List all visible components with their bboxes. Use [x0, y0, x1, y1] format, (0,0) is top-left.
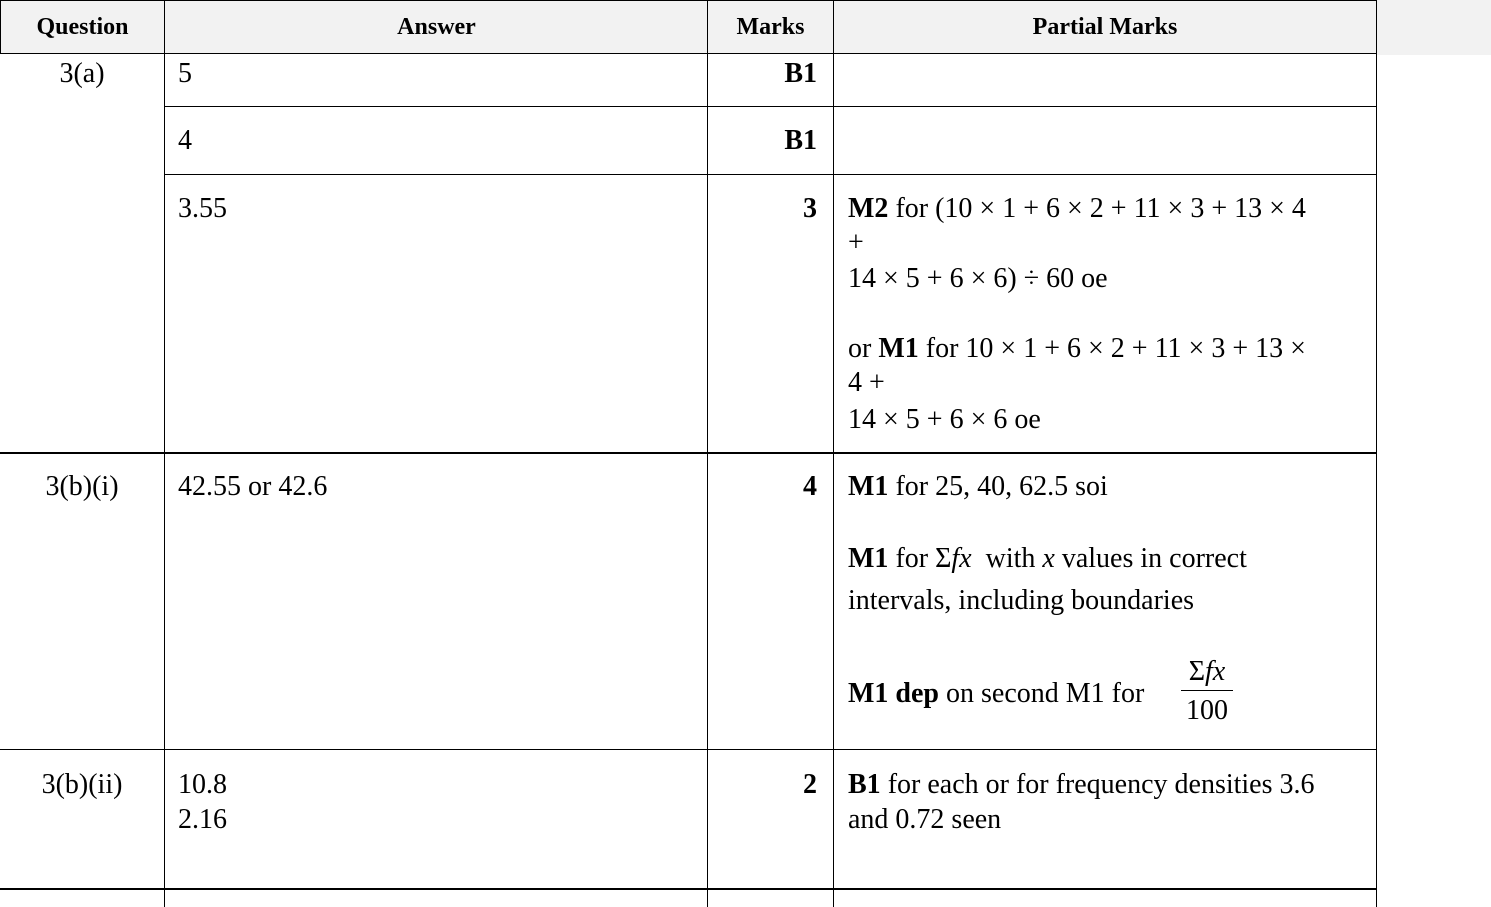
header-question: Question	[0, 0, 165, 54]
partial-mark-line	[848, 331, 1306, 366]
header-background-strip	[1376, 0, 1491, 55]
marks-value: 2	[803, 769, 817, 800]
mark-code: M1 dep	[848, 678, 939, 709]
marks-value: 4	[803, 471, 817, 502]
sigma-symbol: Σ	[935, 543, 952, 574]
fraction-numerator	[1181, 656, 1233, 688]
partial-mark-line: +	[848, 227, 864, 258]
mark-code: M1	[848, 471, 889, 502]
grid-line	[1376, 54, 1377, 907]
fraction-denominator: 100	[1186, 695, 1228, 726]
mark-text: with	[971, 543, 1043, 574]
math-variable: fx	[1205, 656, 1226, 687]
marks-value: B1	[784, 58, 817, 89]
answer-value: 4	[178, 125, 192, 156]
row-divider	[0, 749, 1377, 750]
marks-value: 3	[803, 193, 817, 224]
answer-value: 42.55 or 42.6	[178, 471, 328, 502]
fraction-bar	[1181, 690, 1233, 691]
mark-text: on second M1 for	[939, 678, 1145, 709]
partial-mark-line	[848, 767, 1315, 802]
math-variable: fx	[951, 543, 972, 574]
header-answer: Answer	[164, 0, 709, 54]
row-divider	[0, 452, 1377, 454]
mark-code: M1	[848, 543, 889, 574]
partial-mark-line	[848, 191, 1306, 226]
mark-text: values in correct	[1054, 543, 1247, 574]
question-label: 3(b)(i)	[45, 471, 119, 502]
answer-value: 10.8	[178, 769, 227, 800]
sigma-symbol: Σ	[1188, 656, 1206, 687]
answer-value: 2.16	[178, 804, 227, 835]
partial-mark-line: and 0.72 seen	[848, 804, 1002, 835]
grid-line	[164, 106, 1377, 107]
partial-mark-line: 4 +	[848, 367, 885, 398]
answer-value: 5	[178, 58, 192, 89]
partial-mark-line	[848, 541, 1247, 576]
marks-value: B1	[784, 125, 817, 156]
question-label: 3(b)(ii)	[41, 769, 123, 800]
mark-text: for 10 × 1 + 6 × 2 + 11 × 3 + 13 ×	[918, 333, 1306, 364]
header-partial-marks: Partial Marks	[833, 0, 1377, 54]
partial-mark-line	[848, 676, 1144, 711]
partial-mark-line: 14 × 5 + 6 × 6 oe	[848, 404, 1041, 435]
grid-line	[833, 54, 834, 907]
grid-line	[164, 174, 1377, 175]
mark-text: for (10 × 1 + 6 × 2 + 11 × 3 + 13 × 4	[888, 193, 1306, 224]
partial-mark-line: 14 × 5 + 6 × 6) ÷ 60 oe	[848, 263, 1108, 294]
question-label: 3(a)	[59, 58, 105, 89]
partial-mark-line: intervals, including boundaries	[848, 585, 1195, 616]
header-marks: Marks	[707, 0, 834, 54]
mark-code: M2	[848, 193, 889, 224]
row-divider	[0, 888, 1377, 890]
fraction-sum-fx-over-100	[1181, 656, 1233, 727]
mark-text: for	[888, 543, 936, 574]
math-variable: x	[1042, 543, 1055, 574]
partial-mark-line	[848, 469, 1108, 504]
grid-line	[164, 54, 165, 907]
mark-text: for 25, 40, 62.5 soi	[888, 471, 1108, 502]
mark-code: M1	[878, 333, 919, 364]
mark-text: for each or for frequency densities 3.6	[880, 769, 1315, 800]
mark-prefix: or	[848, 333, 879, 364]
answer-value: 3.55	[178, 193, 227, 224]
mark-code: B1	[848, 769, 881, 800]
